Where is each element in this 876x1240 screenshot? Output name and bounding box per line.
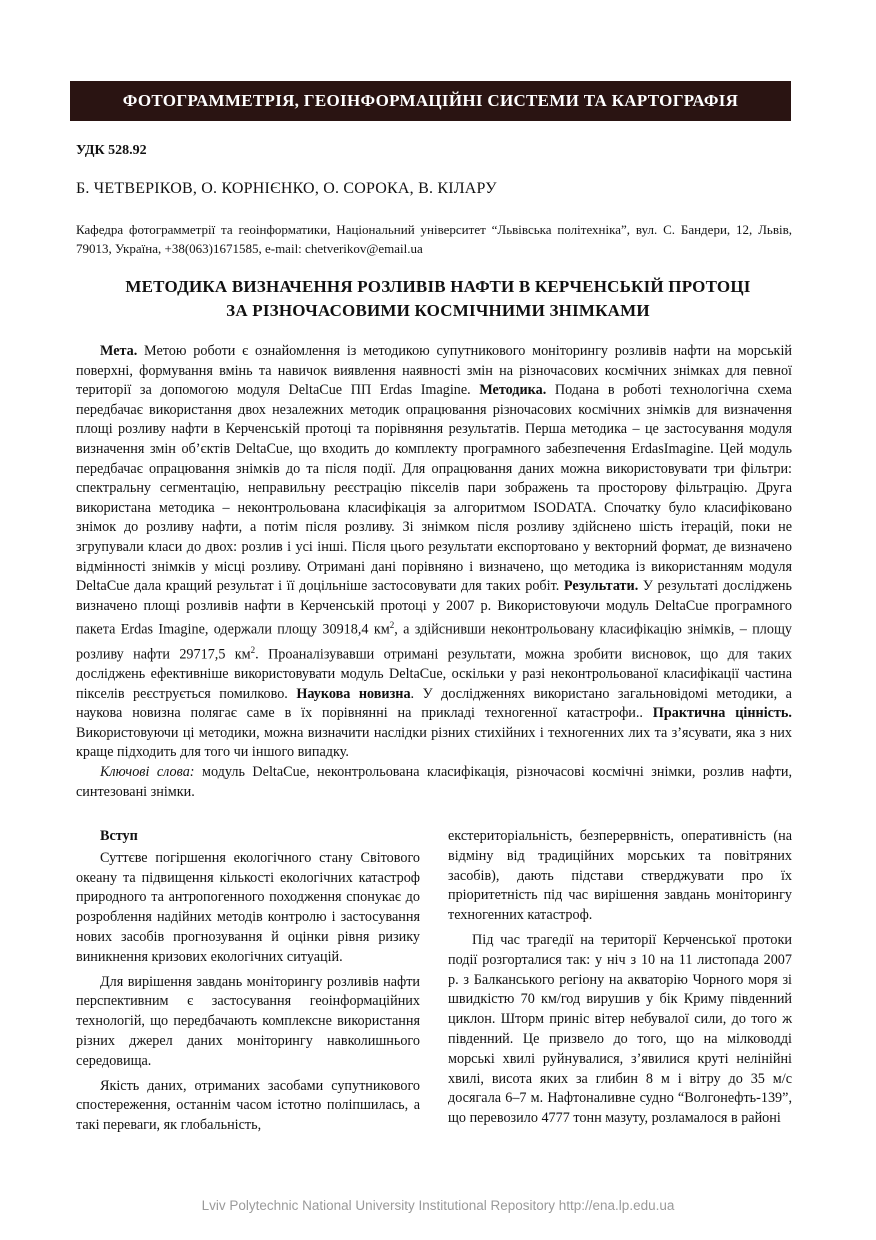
practical-text: Використовуючи ці методики, можна визначити наслідки різних стихійних і техногенних лих та з’ясувати, яка з них краще підходить для того чи іншого випадку. — [76, 724, 792, 761]
superscript-2: 2 — [250, 644, 256, 655]
repository-footer: Lviv Polytechnic National University Institutional Repository http://ena.lp.edu.ua — [201, 1198, 675, 1213]
title-line-2: ЗА РІЗНОЧАСОВИМИ КОСМІЧНИМИ ЗНІМКАМИ — [226, 301, 650, 320]
keywords — [76, 763, 792, 802]
method-text: Подана в роботі технологічна схема передбачає використання двох незалежних методик опрацювання різночасових космічних знімків для визначення площі розливу нафти в Керченській протоці та порівняння результатів. Перша методика – це застосування модуля визначення змін об’єктів DeltaCue, що входить до комплекту програмного забезпечення ErdasImagine. Цей модуль передбачає опрацювання знімків до та після події. Для опрацювання даних можна використовувати три фільтри: спектральну сегментацію, неправильну реєстрацію пікселів пари зображень та просторову фільтрацію. Друга використана методика – неконтрольована класифікація за алгоритмом ISODATA. Спочатку було класифіковано знімок до розливу нафти, а потім після розливу. Зі знімком після розливу здійснено шість ітерацій, поки не згрупували класи до двох: розлив і усі інші. Після цього результати експортовано у векторний формат, де визначено відмінності знімків у місці розливу. Отримані дані порівняно і визначено, що методика із використанням модуля DeltaCue дала кращий результат і її доцільніше застосовувати для таких робіт. — [76, 382, 792, 595]
paragraph: Для вирішення завдань моніторингу розливів нафти перспективним є застосування геоінформаційних технологій, що передбачають комплексне використання різних джерел даних моніторингу навколишнього середовища. — [76, 973, 420, 1069]
results-label: Результати. — [563, 578, 639, 595]
paragraph: Під час трагедії на території Керченської протоки події розгорталися так: у ніч з 10 на 11 листопада 2007 р. з Балканського регіону на акваторію Чорного моря зі швидкістю 70 км/год вирушив у бік Криму південний циклон. Шторм приніс вітер небувалої сили, до того ж південний. Це призвело до того, що на мілководді морські хвилі руйнувалися, з’явилися круті нелінійні хвилі, висота яких за глибин 8 м і вітру до 35 м/с досягала 6–7 м. Нафтоналивне судно “Волгонефть-139”, що перевозило 4777 тонн мазуту, розламалося в районі — [448, 931, 792, 1127]
aim-text: Метою роботи є ознайомлення із методикою супутникового моніторингу розливів нафти на морській поверхні, формування вмінь та навичок виявлення наявності змін на різночасових космічних знімках для певної території за допомогою модуля DeltaCue ПП Erdas Imagine. — [76, 343, 792, 399]
practical-label: Практична цінність. — [652, 705, 792, 722]
aim-label: Мета. — [100, 343, 138, 359]
left-column — [76, 827, 420, 1141]
affiliation: Кафедра фотограмметрії та геоінформатики, Національний університет “Львівська політехніка”, вул. С. Бандери, 12, Львів, 79013, Україна, +38(063)1671585, e-mail: chetverikov@email.ua — [76, 222, 792, 256]
right-column — [448, 827, 792, 1134]
authors: Б. ЧЕТВЕРІКОВ, О. КОРНІЄНКО, О. СОРОКА, В. КІЛАРУ — [76, 180, 497, 197]
paragraph: Якість даних, отриманих засобами супутникового спостереження, останнім часом істотно поліпшилась, а такі переваги, як глобальність, — [76, 1077, 420, 1134]
results-text-b: , а здійснивши неконтрольовану класифікацію знімків, – площу розливу нафти 29717,5 км — [76, 622, 792, 663]
paragraph: екстериторіальність, безперервність, оперативність (на відміну від традиційних морських та повітряних засобів), дають підстави стверджувати про їх пріоритетність під час вирішення завдань моніторингу техногенних катастроф. — [448, 828, 792, 924]
results-text-c: . Проаналізувавши отримані результати, можна зробити висновок, що для таких досліджень ефективніше використовувати модуль DeltaCue, оскільки у разі неконтрольованої класифікації частина пікселів реєструється помилково. — [76, 646, 792, 702]
intro-heading: Вступ — [100, 828, 138, 844]
novelty-label: Наукова новизна — [296, 685, 411, 702]
method-label: Методика. — [479, 382, 547, 399]
section-banner: ФОТОГРАММЕТРІЯ, ГЕОІНФОРМАЦІЙНІ СИСТЕМИ ТА КАРТОГРАФІЯ — [70, 81, 791, 121]
superscript-2: 2 — [389, 620, 395, 631]
article-title — [60, 275, 816, 323]
keywords-text: модуль DeltaCue, неконтрольована класифікація, різночасові космічні знімки, розлив нафти, синтезовані знімки. — [76, 763, 792, 800]
udk-code: УДК 528.92 — [76, 143, 147, 158]
abstract — [76, 342, 792, 802]
results-text-a: У результаті досліджень визначено площі розливів нафти в Керченській протоці у 2007 р. Використовуючи модуль DeltaCue програмного пакета Erdas Imagine, одержали площу 30918,4 км — [76, 578, 792, 639]
keywords-label: Ключові слова: — [100, 763, 195, 780]
paragraph: Суттєве погіршення екологічного стану Світового океану та підвищення кількості екологічних катастроф природного та антропогенного походження спонукає до розроблення надійних методів контролю і застосування нових засобів прогнозування й оцінки рівня ризику виникнення кризових екологічних ситуацій. — [76, 849, 420, 965]
abstract-body — [76, 342, 792, 763]
novelty-text: . У дослідженнях використано загальновідомі методики, а наукова новизна полягає саме в їх порівнянні на прикладі техногенної катастрофи.. — [76, 685, 792, 722]
title-line-1: МЕТОДИКА ВИЗНАЧЕННЯ РОЗЛИВІВ НАФТИ В КЕРЧЕНСЬКІЙ ПРОТОЦІ — [125, 277, 751, 296]
